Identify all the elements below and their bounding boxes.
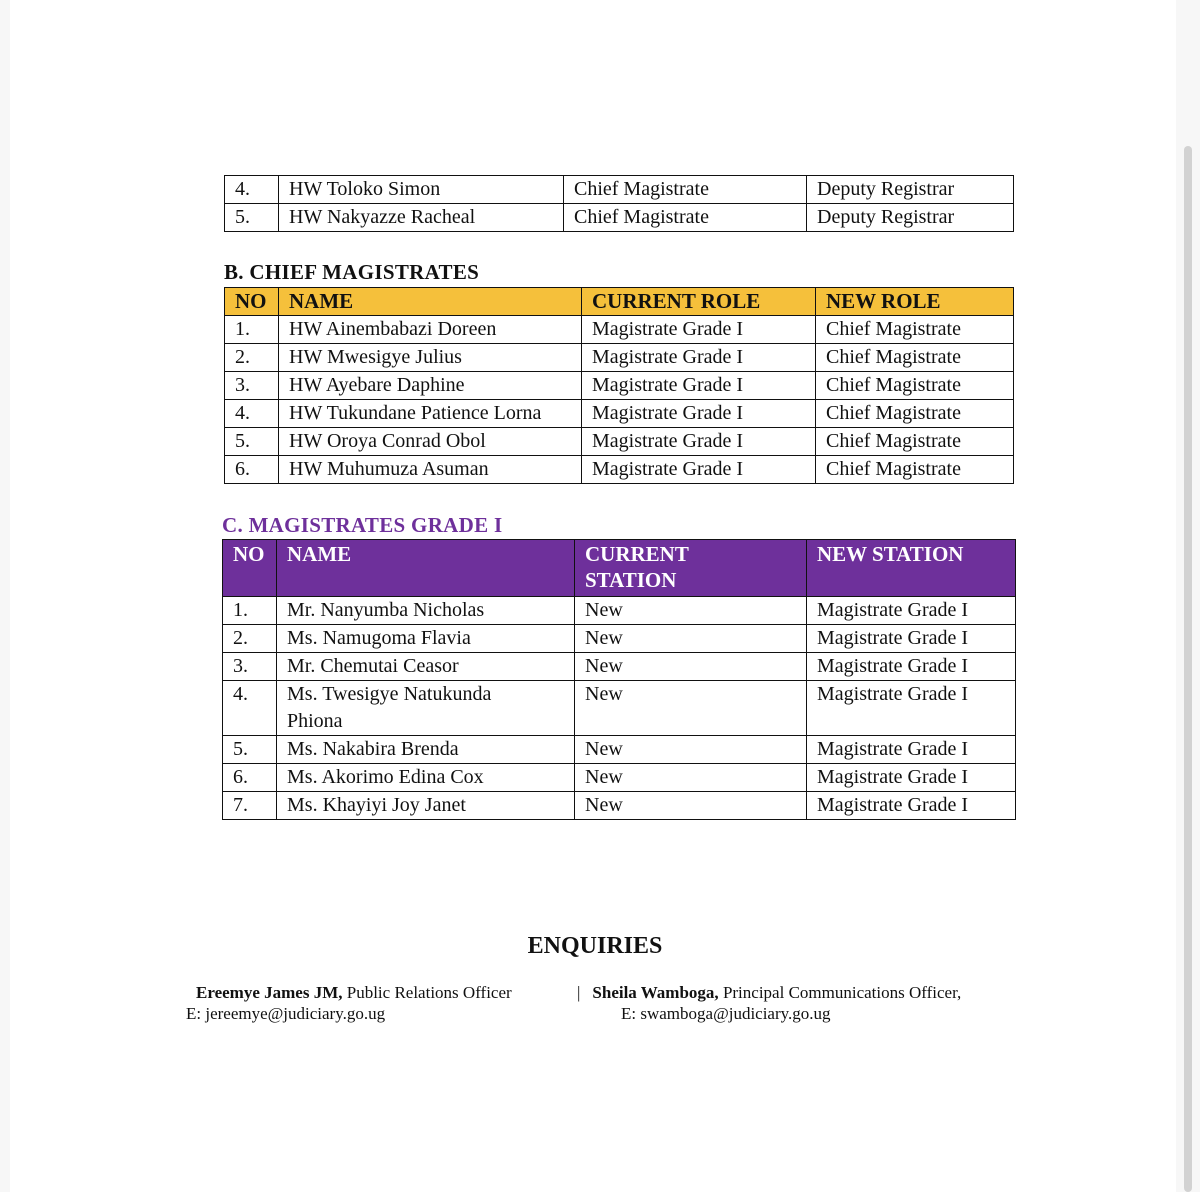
cell-current-station: New: [575, 681, 807, 736]
cell-no: 3.: [225, 372, 279, 400]
table-row: [225, 428, 1014, 456]
cell-no: 5.: [223, 736, 277, 764]
cell-name: HW Toloko Simon: [279, 176, 564, 204]
cell-no: 6.: [225, 456, 279, 484]
table-row: [223, 597, 1016, 625]
table-header-row: [223, 540, 1016, 597]
cell-current-station: New: [575, 792, 807, 820]
cell-current-station: New: [575, 736, 807, 764]
contact-name: Sheila Wamboga,: [592, 983, 719, 1002]
table-row: [223, 653, 1016, 681]
contact-pro: [186, 982, 512, 1024]
cell-current-role: Magistrate Grade I: [582, 372, 816, 400]
cell-new-role: Chief Magistrate: [816, 456, 1014, 484]
cell-no: 3.: [223, 653, 277, 681]
cell-name: HW Muhumuza Asuman: [279, 456, 582, 484]
cell-new-role: Chief Magistrate: [816, 428, 1014, 456]
contact-line: [577, 982, 961, 1003]
contact-separator: |: [577, 983, 581, 1002]
cell-new-role: Chief Magistrate: [816, 400, 1014, 428]
cell-new-station: Magistrate Grade I: [807, 764, 1016, 792]
header-no: NO: [223, 540, 277, 597]
cell-new-station: Magistrate Grade I: [807, 681, 1016, 736]
cell-new-station: Magistrate Grade I: [807, 736, 1016, 764]
header-current-station: CURRENT STATION: [575, 540, 807, 597]
contact-email[interactable]: E: swamboga@judiciary.go.ug: [621, 1004, 831, 1023]
cell-current-station: New: [575, 597, 807, 625]
contact-email[interactable]: E: jereemye@judiciary.go.ug: [186, 1004, 386, 1023]
cell-current-station: New: [575, 764, 807, 792]
cell-current-role: Chief Magistrate: [564, 176, 807, 204]
contact-pco: [577, 982, 961, 1024]
table-row: [225, 400, 1014, 428]
cell-no: 6.: [223, 764, 277, 792]
scrollbar-thumb[interactable]: [1184, 146, 1192, 1192]
cell-new-station: Magistrate Grade I: [807, 597, 1016, 625]
cell-name: HW Nakyazze Racheal: [279, 204, 564, 232]
cell-name: Ms. Twesigye Natukunda Phiona: [277, 681, 575, 736]
chief-magistrates-table: [224, 287, 1014, 484]
cell-no: 2.: [223, 625, 277, 653]
cell-no: 5.: [225, 428, 279, 456]
table-row: [223, 625, 1016, 653]
cell-name: Ms. Nakabira Brenda: [277, 736, 575, 764]
header-new-role: NEW ROLE: [816, 288, 1014, 316]
cell-current-station: New: [575, 625, 807, 653]
cell-current-role: Magistrate Grade I: [582, 344, 816, 372]
table-row: [225, 316, 1014, 344]
header-no: NO: [225, 288, 279, 316]
table-row: [223, 736, 1016, 764]
table-row: [225, 204, 1014, 232]
table-header-row: [225, 288, 1014, 316]
magistrates-grade-one-table: [222, 539, 1016, 820]
scrollbar-track[interactable]: [1176, 0, 1200, 1192]
cell-no: 7.: [223, 792, 277, 820]
cell-no: 1.: [225, 316, 279, 344]
cell-no: 4.: [223, 681, 277, 736]
cell-new-station: Magistrate Grade I: [807, 653, 1016, 681]
header-name: NAME: [279, 288, 582, 316]
cell-no: 1.: [223, 597, 277, 625]
cell-new-role: Chief Magistrate: [816, 372, 1014, 400]
contact-line: [186, 982, 512, 1003]
table-row: [225, 372, 1014, 400]
contact-role: Principal Communications Officer,: [718, 983, 962, 1002]
table-row: [225, 456, 1014, 484]
cell-name: Mr. Chemutai Ceasor: [277, 653, 575, 681]
cell-name: HW Tukundane Patience Lorna: [279, 400, 582, 428]
enquiries-heading: ENQUIRIES: [527, 933, 663, 959]
cell-new-role: Deputy Registrar: [807, 176, 1014, 204]
cell-name: HW Oroya Conrad Obol: [279, 428, 582, 456]
header-new-station: NEW STATION: [807, 540, 1016, 597]
table-row: [223, 681, 1016, 736]
cell-name: HW Ainembabazi Doreen: [279, 316, 582, 344]
cell-name: HW Mwesigye Julius: [279, 344, 582, 372]
table-row: [223, 764, 1016, 792]
cell-current-station: New: [575, 653, 807, 681]
header-current-role: CURRENT ROLE: [582, 288, 816, 316]
cell-current-role: Magistrate Grade I: [582, 428, 816, 456]
cell-new-station: Magistrate Grade I: [807, 792, 1016, 820]
cell-no: 2.: [225, 344, 279, 372]
cell-name: Ms. Khayiyi Joy Janet: [277, 792, 575, 820]
cell-no: 4.: [225, 176, 279, 204]
cell-no: 5.: [225, 204, 279, 232]
section-c-title: C. MAGISTRATES GRADE I: [222, 513, 503, 537]
cell-new-role: Chief Magistrate: [816, 316, 1014, 344]
cell-current-role: Chief Magistrate: [564, 204, 807, 232]
header-name: NAME: [277, 540, 575, 597]
table-row: [225, 344, 1014, 372]
cell-name: Mr. Nanyumba Nicholas: [277, 597, 575, 625]
contact-name: Ereemye James JM,: [196, 983, 343, 1002]
cell-name: Ms. Akorimo Edina Cox: [277, 764, 575, 792]
contact-role: Public Relations Officer: [342, 983, 512, 1002]
cell-new-station: Magistrate Grade I: [807, 625, 1016, 653]
table-row: [223, 792, 1016, 820]
cell-current-role: Magistrate Grade I: [582, 400, 816, 428]
table-row: [225, 176, 1014, 204]
cell-name: Ms. Namugoma Flavia: [277, 625, 575, 653]
cell-current-role: Magistrate Grade I: [582, 456, 816, 484]
cell-no: 4.: [225, 400, 279, 428]
section-b-title: B. CHIEF MAGISTRATES: [224, 260, 480, 284]
cell-new-role: Deputy Registrar: [807, 204, 1014, 232]
cell-current-role: Magistrate Grade I: [582, 316, 816, 344]
deputy-registrar-table: [224, 175, 1014, 232]
cell-name: HW Ayebare Daphine: [279, 372, 582, 400]
cell-new-role: Chief Magistrate: [816, 344, 1014, 372]
